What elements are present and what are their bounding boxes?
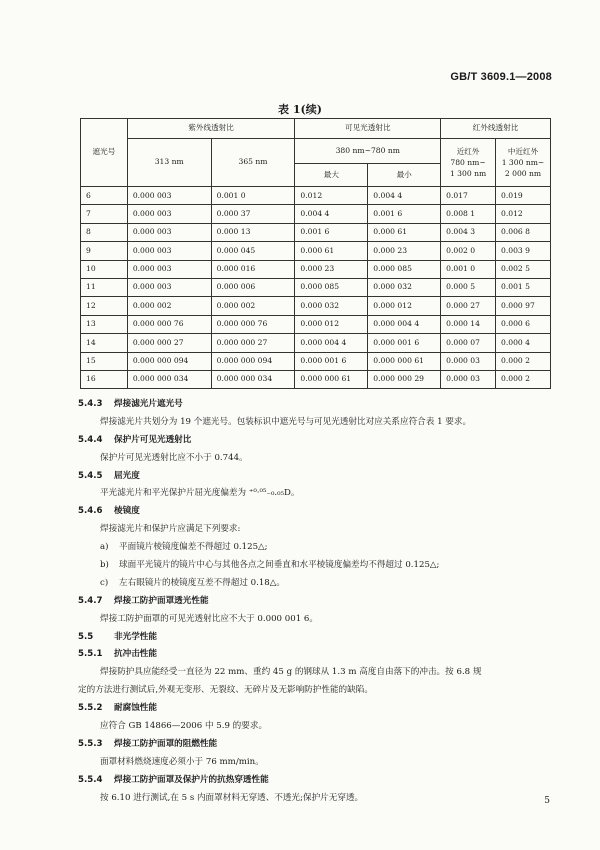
table-cell: 0.000 001 6 <box>295 352 368 370</box>
table-cell: 0.000 032 <box>368 278 441 296</box>
section-heading <box>78 739 558 757</box>
list-item <box>78 578 558 596</box>
shade-number-cell: 11 <box>81 278 128 296</box>
section-number: 5.4.4 <box>78 434 103 445</box>
table-cell: 0.001 6 <box>295 223 368 241</box>
paragraph-line: 保护片可见光透射比应不小于 0.744。 <box>100 452 248 463</box>
ir-group-header: 红外线透射比 <box>441 119 551 139</box>
table-cell: 0.000 27 <box>441 297 496 315</box>
paragraph-line: 焊接滤光片共划分为 19 个遮光号。包装标识中遮光号与可见光透射比对应关系应符合表 1 要求。 <box>100 416 472 427</box>
table-cell: 0.006 8 <box>496 223 551 241</box>
section-title: 抗冲击性能 <box>114 649 157 660</box>
table-cell: 0.000 23 <box>295 260 368 278</box>
paragraph-line: 应符合 GB 14866—2006 中 5.9 的要求。 <box>100 721 268 732</box>
section-number: 5.5.4 <box>78 774 103 785</box>
section-number: 5.4.6 <box>78 506 103 517</box>
table-cell: 0.000 2 <box>496 370 551 388</box>
mid-near-ir-range-start: 1 300 nm~ <box>501 158 545 167</box>
list-item-label: b) <box>100 560 109 571</box>
list-item <box>78 542 558 560</box>
table-row <box>81 187 551 205</box>
table-cell: 0.000 012 <box>368 297 441 315</box>
shade-number-cell: 8 <box>81 223 128 241</box>
shade-number-cell: 12 <box>81 297 128 315</box>
table-cell: 0.000 000 76 <box>127 315 211 333</box>
table-cell: 0.000 012 <box>295 315 368 333</box>
table-cell: 0.001 5 <box>496 278 551 296</box>
paragraph-line: 焊接工防护面罩的可见光透射比应不大于 0.000 001 6。 <box>100 613 318 624</box>
near-ir-header <box>441 139 496 187</box>
uv-365-header: 365 nm <box>211 139 295 187</box>
table-cell: 0.000 003 <box>127 278 211 296</box>
section-heading <box>78 435 558 453</box>
table-row <box>81 205 551 223</box>
table-cell: 0.004 3 <box>441 223 496 241</box>
table-cell: 0.000 003 <box>127 187 211 205</box>
list-item-label: c) <box>100 577 109 588</box>
table-cell: 0.000 003 <box>127 242 211 260</box>
table-cell: 0.017 <box>441 187 496 205</box>
section-heading <box>78 506 558 524</box>
shade-number-cell: 14 <box>81 334 128 352</box>
table-cell: 0.000 5 <box>441 278 496 296</box>
section-title: 保护片可见光透射比 <box>114 434 192 445</box>
section-title: 非光学性能 <box>114 631 157 642</box>
shade-number-cell: 6 <box>81 187 128 205</box>
mid-near-ir-header <box>496 139 551 187</box>
section-number: 5.5 <box>78 631 94 642</box>
shade-number-cell: 16 <box>81 370 128 388</box>
table-cell: 0.000 032 <box>295 297 368 315</box>
section-title: 焊接工防护面罩及保护片的抗热穿透性能 <box>114 774 269 785</box>
mid-near-ir-name: 中近红外 <box>507 147 539 156</box>
section-title: 耐腐蚀性能 <box>114 703 157 714</box>
table-cell: 0.001 0 <box>441 260 496 278</box>
section-heading <box>78 775 558 793</box>
section-heading <box>78 596 558 614</box>
section-number: 5.4.3 <box>78 399 103 409</box>
visible-min-header: 最小 <box>368 164 441 187</box>
list-item-label: a) <box>100 542 109 553</box>
visible-max-header: 最大 <box>295 164 368 187</box>
table-cell: 0.000 002 <box>211 297 295 315</box>
section-title: 棱镜度 <box>114 506 140 517</box>
table-cell: 0.000 001 6 <box>368 334 441 352</box>
section-number: 5.5.3 <box>78 738 103 749</box>
table-cell: 0.000 000 29 <box>368 370 441 388</box>
table-cell: 0.000 23 <box>368 242 441 260</box>
table-cell: 0.000 000 094 <box>211 352 295 370</box>
table-cell: 0.000 000 61 <box>368 352 441 370</box>
table-cell: 0.000 37 <box>211 205 295 223</box>
section-title: 屈光度 <box>114 470 140 481</box>
table-cell: 0.000 14 <box>441 315 496 333</box>
table-row <box>81 242 551 260</box>
table-cell: 0.000 003 <box>127 260 211 278</box>
table-cell: 0.000 03 <box>441 370 496 388</box>
section-heading <box>78 703 558 721</box>
section-title: 焊接工防护面罩的阻燃性能 <box>114 738 218 749</box>
table-cell: 0.000 4 <box>496 334 551 352</box>
table-cell: 0.000 085 <box>368 260 441 278</box>
table-row <box>81 223 551 241</box>
table-cell: 0.000 03 <box>441 352 496 370</box>
table-cell: 0.000 003 <box>127 223 211 241</box>
list-item-text: 球面平光镜片的镜片中心与其他各点之间垂直和水平棱镜度偏差均不得超过 0.125△; <box>119 560 440 571</box>
section-number: 5.4.5 <box>78 470 103 481</box>
table-cell: 0.004 4 <box>368 187 441 205</box>
section-number: 5.5.2 <box>78 703 103 714</box>
table-cell: 0.001 6 <box>368 205 441 223</box>
near-ir-range-end: 1 300 nm <box>449 169 487 178</box>
table-row <box>81 260 551 278</box>
paragraph-line: 焊接防护具应能经受一直径为 22 mm、重约 45 g 的钢球从 1.3 m 高度自由落下的冲击。按 6.8 规 <box>100 667 482 678</box>
paragraph-line: 定的方法进行测试后,外观无变形、无裂纹、无碎片及无影响防护性能的缺陷。 <box>78 685 373 696</box>
table-cell: 0.000 006 <box>211 278 295 296</box>
section-number: 5.4.7 <box>78 595 103 606</box>
table-row <box>81 334 551 352</box>
list-item-text: 平面镜片棱镜度偏差不得超过 0.125△; <box>119 542 268 553</box>
transmittance-table <box>80 118 551 389</box>
table-cell: 0.000 61 <box>368 223 441 241</box>
table-cell: 0.000 085 <box>295 278 368 296</box>
table-cell: 0.012 <box>295 187 368 205</box>
shade-number-cell: 7 <box>81 205 128 223</box>
table-cell: 0.003 9 <box>496 242 551 260</box>
table-cell: 0.000 6 <box>496 315 551 333</box>
table-cell: 0.000 000 034 <box>127 370 211 388</box>
visible-group-header: 可见光透射比 <box>295 119 441 139</box>
shade-number-header: 遮光号 <box>81 119 128 187</box>
mid-near-ir-range-end: 2 000 nm <box>504 169 542 178</box>
visible-range-header: 380 nm~780 nm <box>295 139 441 164</box>
table-body <box>81 187 551 389</box>
paragraph-line: 焊接滤光片和保护片应满足下列要求: <box>100 524 241 535</box>
table-cell: 0.019 <box>496 187 551 205</box>
table-cell: 0.004 4 <box>295 205 368 223</box>
section-heading <box>78 399 558 417</box>
table-cell: 0.000 003 <box>127 205 211 223</box>
section-heading <box>78 632 558 650</box>
table-cell: 0.000 000 61 <box>295 370 368 388</box>
table-cell: 0.000 07 <box>441 334 496 352</box>
table-cell: 0.000 000 27 <box>127 334 211 352</box>
table-cell: 0.000 2 <box>496 352 551 370</box>
paragraph-line: 面罩材料燃烧速度必须小于 76 mm/min。 <box>100 756 264 767</box>
table-row <box>81 315 551 333</box>
table-cell: 0.000 000 094 <box>127 352 211 370</box>
table-row <box>81 352 551 370</box>
table-cell: 0.000 000 76 <box>211 315 295 333</box>
near-ir-name: 近红外 <box>456 147 480 156</box>
paragraph-line: 平光滤光片和平光保护片屈光度偏差为 ⁺⁰·⁰⁵₋₀.₀₅D。 <box>100 488 300 499</box>
table-row <box>81 297 551 315</box>
list-item <box>78 560 558 578</box>
table-cell: 0.001 0 <box>211 187 295 205</box>
section-heading <box>78 649 558 667</box>
table-cell: 0.002 5 <box>496 260 551 278</box>
shade-number-cell: 15 <box>81 352 128 370</box>
uv-group-header: 紫外线透射比 <box>127 119 295 139</box>
body-text <box>78 399 558 810</box>
table-cell: 0.000 045 <box>211 242 295 260</box>
uv-313-header: 313 nm <box>127 139 211 187</box>
list-item-text: 左右眼镜片的棱镜度互差不得超过 0.18△。 <box>119 577 285 588</box>
table-cell: 0.000 13 <box>211 223 295 241</box>
standard-code: GB/T 3609.1—2008 <box>450 71 552 83</box>
shade-number-cell: 10 <box>81 260 128 278</box>
table-caption: 表 1(续) <box>278 103 322 116</box>
section-heading <box>78 471 558 489</box>
table-cell: 0.000 97 <box>496 297 551 315</box>
table-cell: 0.000 004 4 <box>295 334 368 352</box>
table-cell: 0.000 004 4 <box>368 315 441 333</box>
shade-number-cell: 13 <box>81 315 128 333</box>
shade-number-cell: 9 <box>81 242 128 260</box>
page-number: 5 <box>544 796 550 806</box>
near-ir-range-start: 780 nm~ <box>450 158 486 167</box>
table-cell: 0.002 0 <box>441 242 496 260</box>
table-cell: 0.000 000 27 <box>211 334 295 352</box>
table-row <box>81 370 551 388</box>
table-cell: 0.008 1 <box>441 205 496 223</box>
section-title: 焊接滤光片遮光号 <box>114 399 183 409</box>
table-cell: 0.000 000 034 <box>211 370 295 388</box>
table-cell: 0.012 <box>496 205 551 223</box>
table-cell: 0.000 016 <box>211 260 295 278</box>
section-title: 焊接工防护面罩透光性能 <box>114 595 209 606</box>
table-cell: 0.000 61 <box>295 242 368 260</box>
section-number: 5.5.1 <box>78 649 103 660</box>
table-cell: 0.000 002 <box>127 297 211 315</box>
table-row <box>81 278 551 296</box>
paragraph-line: 按 6.10 进行测试,在 5 s 内面罩材料无穿透、不透光;保护片无穿透。 <box>100 792 364 803</box>
